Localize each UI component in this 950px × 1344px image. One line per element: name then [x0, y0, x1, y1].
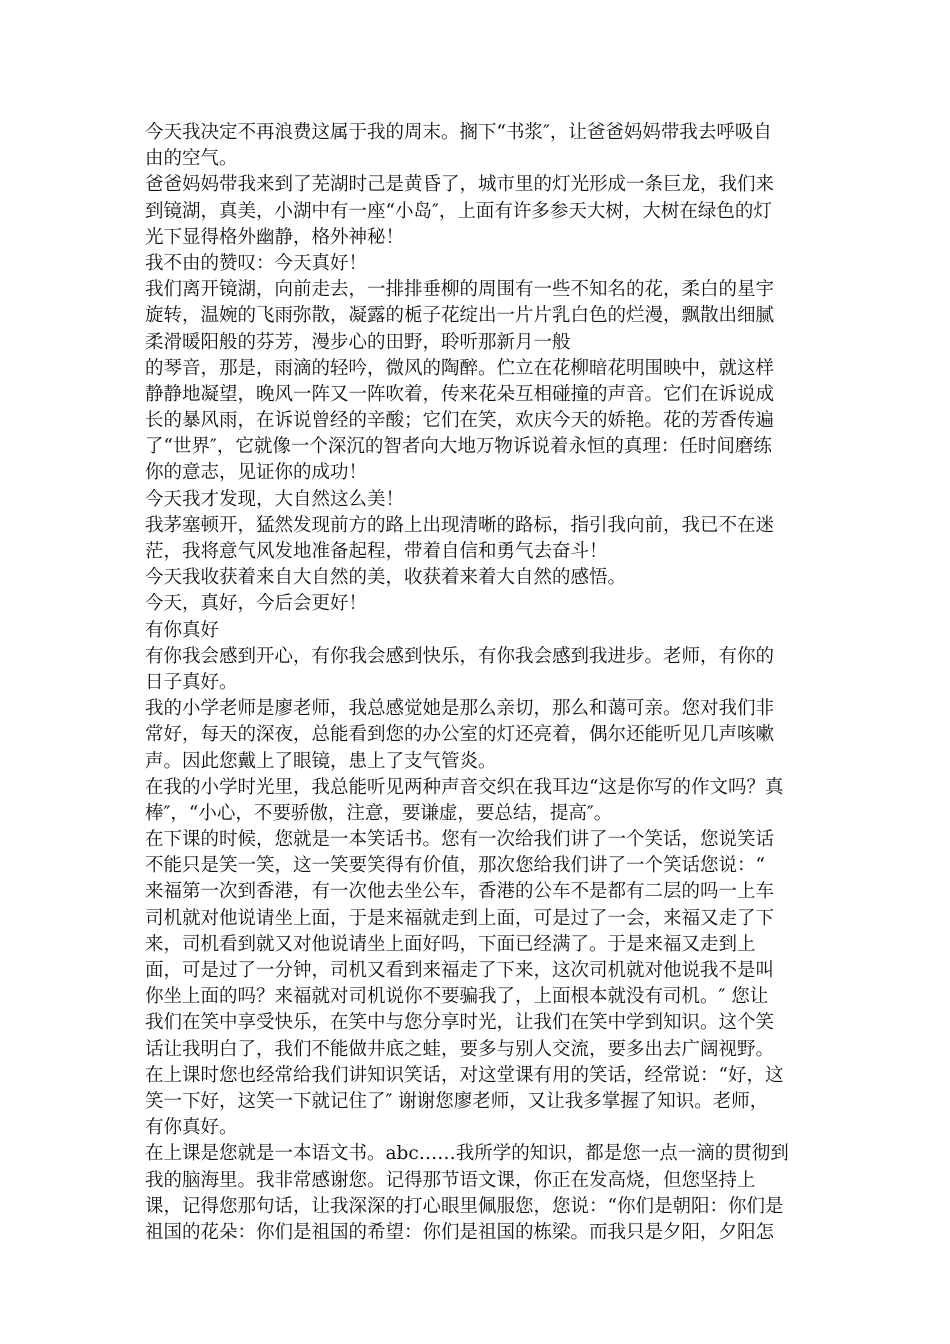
text-line: 长的暴风雨，在诉说曾经的辛酸；它们在笑，欢庆今天的娇艳。花的芳香传遍	[145, 410, 775, 432]
text-line: 我的小学老师是廖老师，我总感觉她是那么亲切，那么和蔼可亲。您对我们非	[145, 698, 775, 720]
document-body	[145, 120, 809, 1246]
text-line: 有你我会感到开心，有你我会感到快乐，有你我会感到我进步。老师，有你的	[145, 645, 775, 667]
text-line: 旋转，温婉的飞雨弥散，凝露的栀子花绽出一片片乳白色的烂漫，飘散出细腻	[145, 305, 775, 327]
text-line: 常好，每天的深夜，总能看到您的办公室的灯还亮着，偶尔还能听见几声咳嗽	[145, 724, 775, 746]
text-line: 爸爸妈妈带我来到了芜湖时己是黄昏了，城市里的灯光形成一条巨龙，我们来	[145, 174, 775, 196]
text-line: 我们离开镜湖，向前走去，一排排垂柳的周围有一些不知名的花，柔白的星宇	[145, 279, 775, 301]
text-line: 我茅塞顿开，猛然发现前方的路上出现清晰的路标，指引我向前，我已不在迷	[145, 514, 775, 536]
text-line: 柔滑暖阳般的芬芳，漫步心的田野，聆听那新月一般	[145, 331, 571, 353]
text-line: 我不由的赞叹：今天真好！	[145, 252, 368, 274]
text-line: 话让我明白了，我们不能做井底之蛙，要多与别人交流，要多出去广阔视野。	[145, 1038, 775, 1060]
text-line: 有你真好	[145, 619, 220, 641]
text-line: 来福第一次到香港，有一次他去坐公车，香港的公车不是都有二层的吗一上车	[145, 881, 775, 903]
text-line: 在上课是您就是一本语文书。abc……我所学的知识，都是您一点一滴的贯彻到	[145, 1143, 789, 1165]
text-line: 光下显得格外幽静，格外神秘！	[145, 226, 405, 248]
text-line: 我们在笑中享受快乐，在笑中与您分享时光，让我们在笑中学到知识。这个笑	[145, 1012, 775, 1034]
text-line: 今天我才发现，大自然这么美！	[145, 488, 405, 510]
text-line: 的琴音，那是，雨滴的轻吟，微风的陶醉。伫立在花柳暗花明围映中，就这样	[145, 357, 775, 379]
text-line: 有你真好。	[145, 1117, 238, 1139]
text-line: 今天我收获着来自大自然的美，收获着来着大自然的感悟。	[145, 567, 627, 589]
text-line: 司机就对他说请坐上面，于是来福就走到上面，可是过了一会，来福又走了下	[145, 907, 775, 929]
text-line: 课，记得您那句话，让我深深的打心眼里佩服您，您说：“你们是朝阳：你们是	[145, 1195, 784, 1217]
text-line: 今天，真好，今后会更好！	[145, 593, 368, 615]
text-line: 静静地凝望，晚风一阵又一阵吹着，传来花朵互相碰撞的声音。它们在诉说成	[145, 383, 775, 405]
text-line: 你坐上面的吗？来福就对司机说你不要骗我了，上面根本就没有司机。″ 您让	[145, 986, 769, 1008]
text-line: 日子真好。	[145, 671, 238, 693]
text-line: 了“世界″，它就像一个深沉的智者向大地万物诉说着永恒的真理：任时间磨练	[145, 436, 772, 458]
text-line: 由的空气。	[145, 148, 238, 170]
text-line: 棒″，“小心，不要骄傲，注意，要谦虚，要总结，提高″。	[145, 802, 613, 824]
text-line: 在下课的时候，您就是一本笑话书。您有一次给我们讲了一个笑话，您说笑话	[145, 829, 775, 851]
text-line: 来，司机看到就又对他说请坐上面好吗，下面已经满了。于是来福又走到上	[145, 933, 756, 955]
text-line: 笑一下好，这笑一下就记住了″ 谢谢您廖老师，又让我多掌握了知识。老师，	[145, 1090, 769, 1112]
text-line: 到镜湖，真美，小湖中有一座“小岛″，上面有许多参天大树，大树在绿色的灯	[145, 200, 772, 222]
text-line: 茫，我将意气风发地准备起程，带着自信和勇气去奋斗！	[145, 541, 608, 562]
text-line: 你的意志，见证你的成功！	[145, 462, 368, 484]
text-line: 我的脑海里。我非常感谢您。记得那节语文课，你正在发高烧，但您坚持上	[145, 1169, 756, 1191]
text-line: 不能只是笑一笑，这一笑要笑得有价值，那次您给我们讲了一个笑话您说：“	[145, 855, 765, 877]
text-line: 今天我决定不再浪费这属于我的周末。搁下“书浆″，让爸爸妈妈带我去呼吸自	[145, 122, 772, 143]
text-line: 声。因此您戴上了眼镜，患上了支气管炎。	[145, 750, 497, 772]
text-line: 在我的小学时光里，我总能听见两种声音交织在我耳边“这是你写的作文吗？真	[145, 776, 784, 798]
text-line: 祖国的花朵：你们是祖国的希望：你们是祖国的栋梁。而我只是夕阳，夕阳怎	[145, 1221, 775, 1243]
text-line: 在上课时您也经常给我们讲知识笑话，对这堂课有用的笑话，经常说：“好，这	[145, 1064, 784, 1086]
text-line: 面，可是过了一分钟，司机又看到来福走了下来，这次司机就对他说我不是叫	[145, 960, 775, 981]
